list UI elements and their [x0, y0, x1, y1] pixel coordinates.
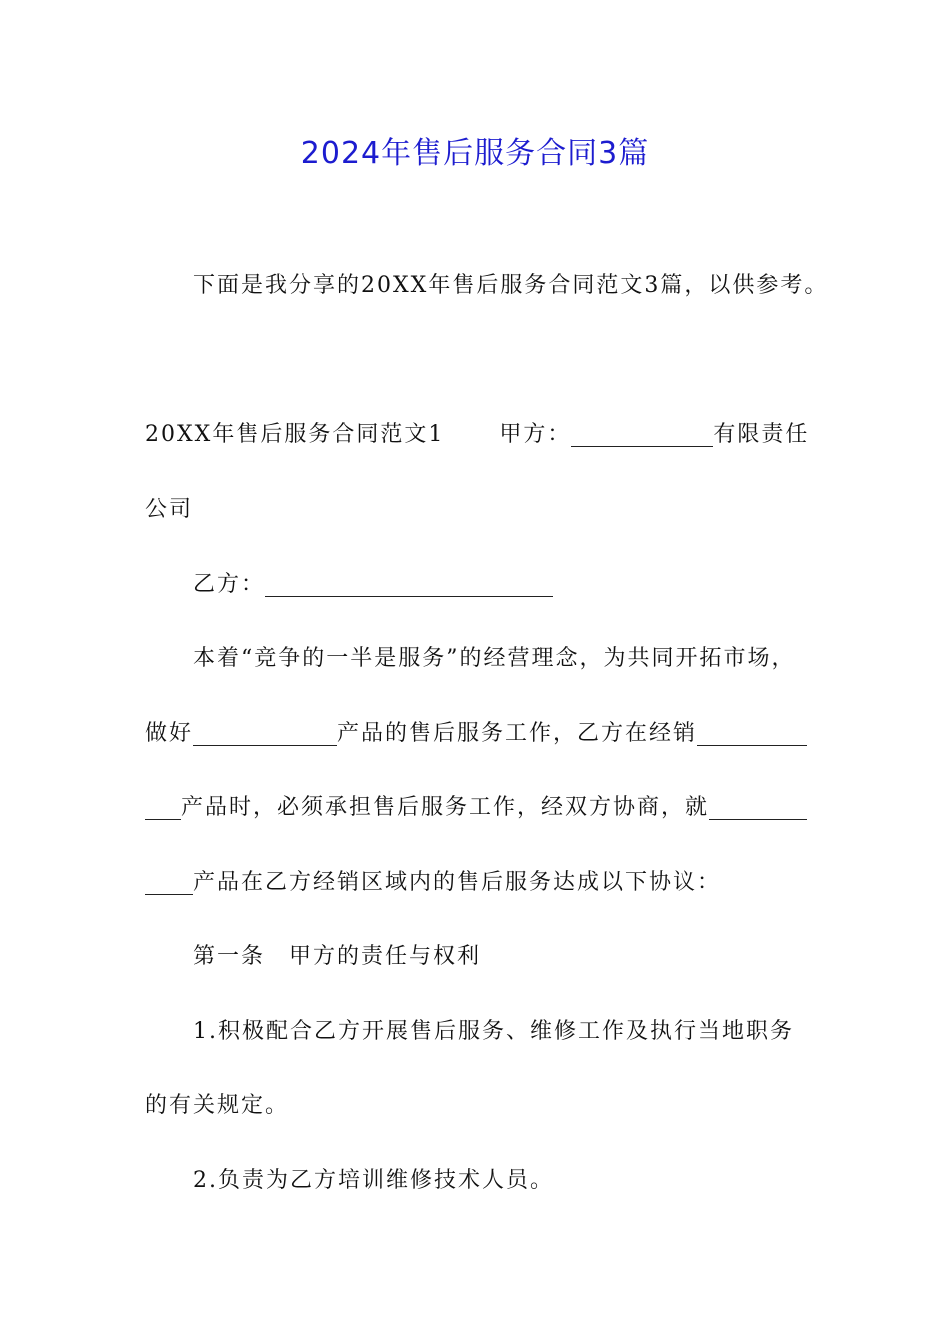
para1-line4-text: 产品在乙方经销区域内的售后服务达成以下协议：: [193, 870, 722, 895]
party-a-label: 甲方：: [499, 422, 572, 447]
para1-line3-text: 产品时，必须承担售后服务工作，经双方协商，就: [181, 795, 710, 820]
para1-line2-text-b: 产品的售后服务工作，乙方在经销: [337, 721, 698, 746]
para1-line1: 本着“竞争的一半是服务”的经营理念，为共同开拓市场，: [193, 646, 796, 671]
item1-line1: 1.积极配合乙方开展售后服务、维修工作及执行当地职务: [193, 1019, 794, 1044]
item2: 2.负责为乙方培训维修技术人员。: [193, 1168, 554, 1193]
product-name-blank-3[interactable]: [709, 793, 807, 820]
party-a-name-blank[interactable]: [571, 420, 713, 447]
intro-paragraph: 下面是我分享的20XX年售后服务合同范文3篇，以供参考。: [193, 273, 829, 298]
para1-line4: [145, 863, 815, 903]
party-b-line: [193, 565, 815, 605]
article1-heading: 第一条 甲方的责任与权利: [193, 944, 482, 969]
section-heading-line: [145, 415, 815, 455]
item1-line2: 的有关规定。: [145, 1093, 290, 1118]
product-name-blank[interactable]: [193, 719, 337, 746]
party-b-name-blank[interactable]: [265, 570, 553, 597]
product-name-blank-3-cont[interactable]: [145, 868, 193, 895]
product-name-blank-2[interactable]: [697, 719, 807, 746]
page-title: 2024年售后服务合同3篇: [300, 136, 650, 171]
party-b-label: 乙方：: [193, 572, 266, 597]
para1-line2: [145, 714, 815, 754]
para1-line2-text-a: 做好: [145, 721, 194, 746]
product-name-blank-2-cont[interactable]: [145, 793, 181, 820]
party-a-suffix: 有限责任: [713, 422, 810, 447]
section-heading: 20XX年售后服务合同范文1: [145, 422, 445, 447]
para1-line3: [145, 788, 815, 828]
party-a-suffix-continued: 公司: [145, 497, 194, 522]
